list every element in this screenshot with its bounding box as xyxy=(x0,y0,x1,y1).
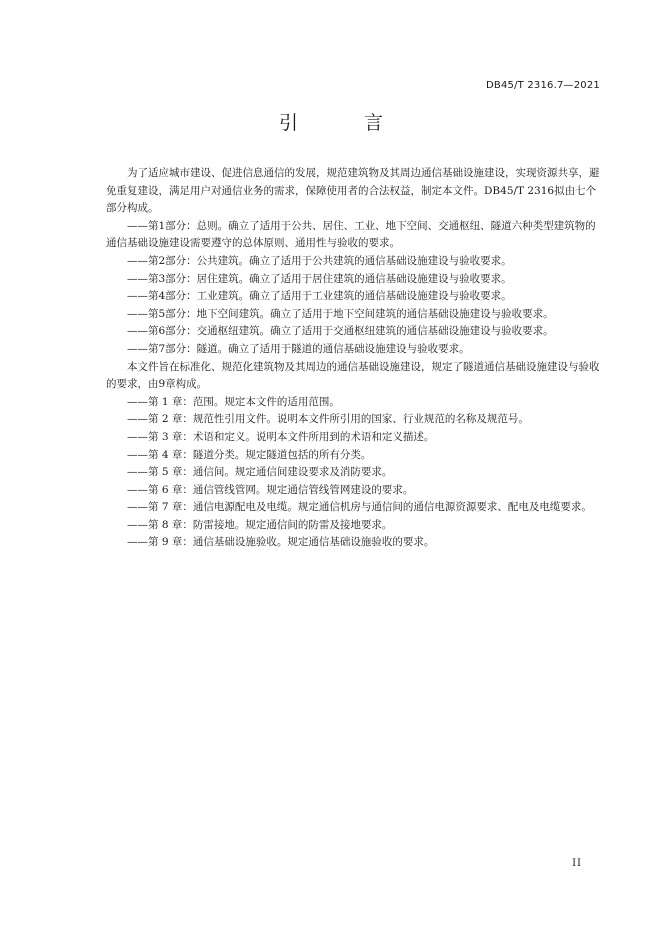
part-item: ——第1部分：总则。确立了适用于公共、居住、工业、地下空间、交通枢纽、隧道六种类型建筑物的通信基础设施建设需要遵守的总体原则、通用性与验收的要求。 xyxy=(106,219,596,250)
intro-paragraph: 为了适应城市建设、促进信息通信的发展，规范建筑物及其周边通信基础设施建设，实现资源共享，避免重复建设，满足用户对通信业务的需求，保障使用者的合法权益，制定本文件。DB45/T 2316拟由七个部分构成。 xyxy=(106,167,600,215)
body-text xyxy=(106,165,600,552)
chapter-item: ——第 5 章：通信间。规定通信间建设要求及消防要求。 xyxy=(127,466,393,479)
chapter-item: ——第 8 章：防雷接地。规定通信间的防雷及接地要求。 xyxy=(127,518,393,531)
chapter-item: ——第 4 章：隧道分类。规定隧道包括的所有分类。 xyxy=(127,448,372,461)
part-item: ——第6部分：交通枢纽建筑。确立了适用于交通枢纽建筑的通信基础设施建设与验收要求。 xyxy=(127,325,554,338)
chapter-item: ——第 6 章：通信管线管网。规定通信管线管网建设的要求。 xyxy=(127,483,414,496)
chapter-item: ——第 3 章：术语和定义。说明本文件所用到的术语和定义描述。 xyxy=(127,430,435,443)
page-title: 引 言 xyxy=(278,112,414,134)
chapter-item: ——第 7 章：通信电源配电及电缆。规定通信机房与通信间的通信电源资源要求、配电及电缆要求。 xyxy=(127,501,592,514)
scope-paragraph: 本文件旨在标准化、规范化建筑物及其周边的通信基础设施建设，规定了隧道通信基础设施建设与验收的要求，由9章构成。 xyxy=(106,360,600,391)
part-item: ——第2部分：公共建筑。确立了适用于公共建筑的通信基础设施建设与验收要求。 xyxy=(127,254,512,267)
part-item: ——第4部分：工业建筑。确立了适用于工业建筑的通信基础设施建设与验收要求。 xyxy=(127,290,512,303)
chapter-item: ——第 1 章：范围。规定本文件的适用范围。 xyxy=(127,395,340,408)
part-item: ——第5部分：地下空间建筑。确立了适用于地下空间建筑的通信基础设施建设与验收要求。 xyxy=(127,307,554,320)
chapter-item: ——第 2 章：规范性引用文件。说明本文件所引用的国家、行业规范的名称及规范号。 xyxy=(127,413,529,426)
standard-code: DB45/T 2316.7—2021 xyxy=(486,80,600,91)
chapter-item: ——第 9 章：通信基础设施验收。规定通信基础设施验收的要求。 xyxy=(127,536,435,549)
page-number: II xyxy=(572,858,582,869)
part-item: ——第3部分：居住建筑。确立了适用于居住建筑的通信基础设施建设与验收要求。 xyxy=(127,272,512,285)
part-item: ——第7部分：隧道。确立了适用于隧道的通信基础设施建设与验收要求。 xyxy=(127,342,470,355)
